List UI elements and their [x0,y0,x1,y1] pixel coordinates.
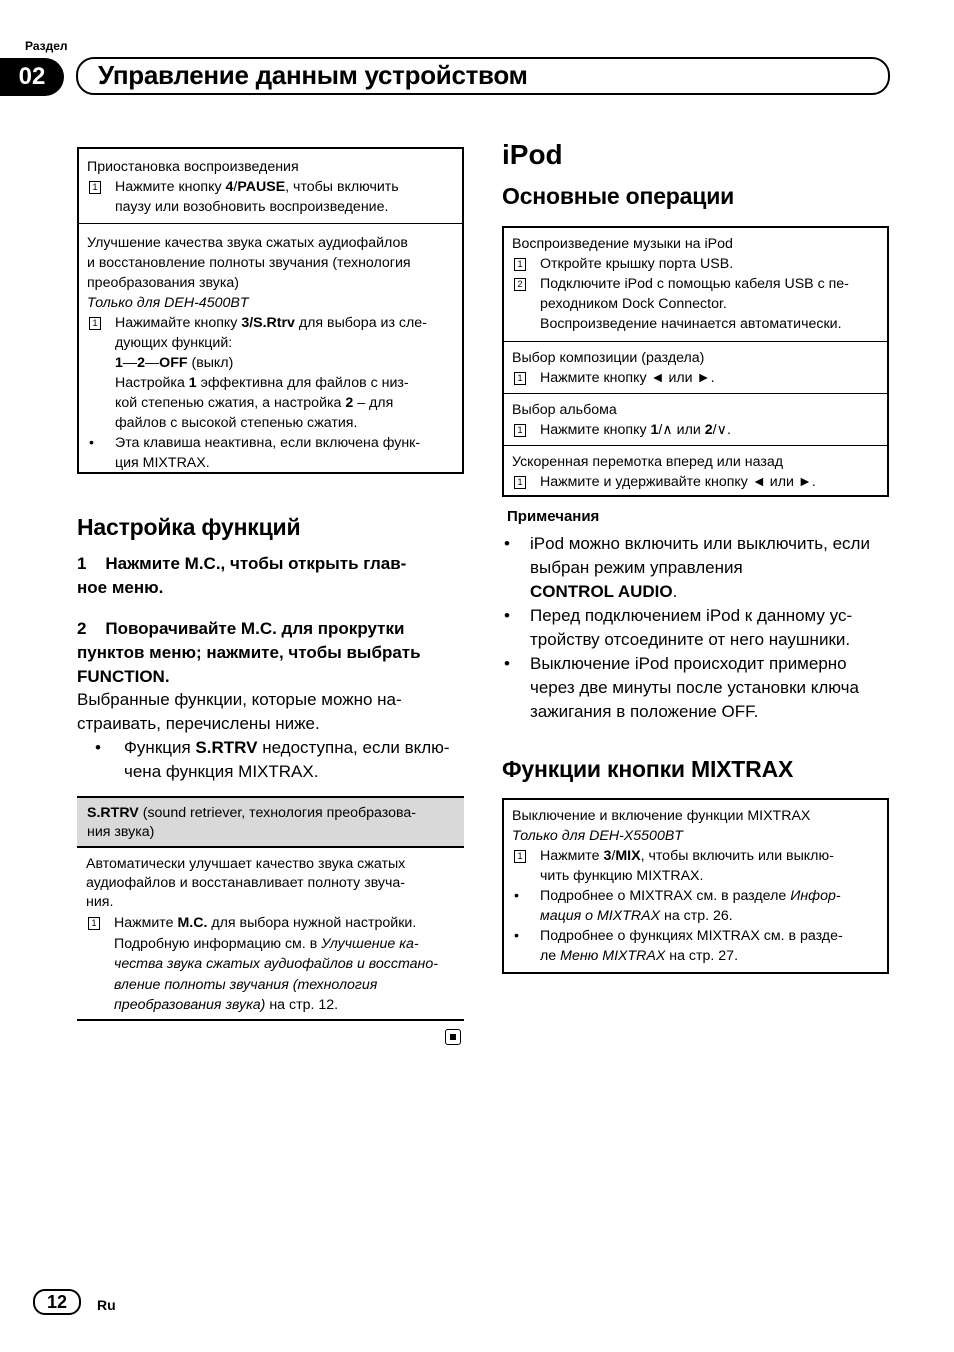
row-title: Ускоренная перемотка вперед или назад [512,454,784,470]
section-label: Раздел [25,39,68,53]
text: файлов с высокой степенью сжатия. [115,415,358,431]
text: или [672,422,705,438]
bullet-dot: • [504,534,510,553]
text: 1 [650,422,659,438]
text: Откройте крышку порта USB. [540,256,734,272]
ipod-step [512,420,879,440]
text: Воспроизведение начинается автоматически. [540,316,842,332]
bullet-dot: • [95,738,101,757]
note-item [502,652,902,724]
text: Нажимайте кнопку [115,315,242,331]
text: ция MIXTRAX. [115,455,210,471]
step-number: 1 [88,917,100,930]
text: Инфор- [790,888,841,904]
pause-title: Приостановка воспроизведения [87,159,299,175]
functions-bullet [93,736,468,784]
text: Подробнее о MIXTRAX см. в разделе [540,888,791,904]
text: на стр. 27. [665,948,739,964]
text: CONTROL AUDIO [530,582,673,601]
text: Меню MIXTRAX [560,948,666,964]
text: чества звука сжатых аудиофайлов и восстано- [114,956,438,972]
pause-sound-table [77,147,464,474]
text: (выкл) [187,355,234,371]
text: кой степенью сжатия, а настройка [115,395,346,411]
text: паузу или возобновить воспроизведение. [115,199,389,215]
text: / [712,422,717,438]
text: . [726,422,731,438]
note-item [502,532,902,604]
text: для выбора из сле- [294,315,427,331]
ipod-row-seek [504,445,887,498]
chevron-down-icon: ∨ [716,422,727,438]
text: недоступна, если вклю- [257,738,450,757]
text: Эта клавиша неактивна, если включена функ- [115,435,421,451]
text: Выбранные функции, которые можно на- [77,690,402,709]
sound-step [87,313,454,433]
srtrv-header [77,798,464,846]
text: / [233,179,238,195]
step-number: 1 [89,317,101,330]
sound-title: Улучшение качества звука сжатых аудиофайлов [87,235,408,251]
mixtrax-cell [504,800,887,972]
text: на стр. 12. [265,997,339,1013]
row-title: Выключение и включение функции MIXTRAX [512,808,811,824]
text: , чтобы включить [285,179,399,195]
page-number: 12 [33,1289,81,1315]
text: . [672,582,678,601]
text: – для [353,395,394,411]
text: S.RTRV [87,805,139,821]
notes-list [502,532,902,724]
text: / [611,848,616,864]
row-title: Выбор композиции (раздела) [512,350,705,366]
text: 1 [115,355,123,371]
text: Выключение iPod происходит примерно [530,654,847,673]
ipod-row-track [504,341,887,393]
page-title: Управление данным устройством [98,60,528,90]
note-item [502,604,902,652]
ipod-step [512,368,879,388]
srtrv-bottom-rule [77,1019,464,1021]
sound-title: преобразования звука) [87,275,239,291]
functions-step1 [77,552,467,600]
notes-heading: Примечания [507,508,600,525]
text: , чтобы включить или выклю- [640,848,834,864]
text: эффективна для файлов с низ- [196,375,409,391]
ipod-step [512,274,879,334]
text: 2 [137,355,145,371]
step-number: 1 [514,424,526,437]
ipod-operations-table [502,226,889,497]
text: аудиофайлов и восстанавливает полноту звуча- [86,875,406,891]
mixtrax-heading: Функции кнопки MIXTRAX [502,756,794,782]
bullet-dot: • [504,606,510,625]
bullet-dot: • [89,435,94,451]
chevron-up-icon: ∧ [662,422,673,438]
srtrv-mid-rule [77,846,464,848]
end-of-section-icon [445,1029,461,1045]
text: 1 [188,375,197,391]
text: iPod можно включить или выключить, если [530,534,870,553]
bullet-dot: • [514,888,519,904]
text: мация о MIXTRAX [540,908,661,924]
ipod-subheading: Основные операции [502,183,735,209]
text: Улучшение ка- [321,935,419,952]
step-number: 1 [89,181,101,194]
text: тройству отсоедините от него наушники. [530,630,851,649]
text: на стр. 26. [660,908,733,924]
text: Нажмите [114,915,178,931]
pause-cell [79,149,462,223]
text: ния. [86,894,114,910]
step-number: 2 [514,278,526,291]
text: — [122,355,138,371]
row-title: Выбор альбома [512,402,617,418]
srtrv-step [86,913,455,1016]
text: дующих функций: [115,335,233,351]
text: для выбора нужной настройки. [207,915,417,931]
text: Подробнее о функциях MIXTRAX см. в разде- [540,928,843,944]
functions-heading: Настройка функций [77,514,301,540]
sound-cell [79,223,462,479]
ipod-row-play [504,228,887,341]
text: Подробную информацию см. в [114,935,322,952]
text: 1 Нажмите M.C., чтобы открыть глав- [77,554,407,573]
text: (sound retriever, технология преобразова- [138,805,416,821]
text: чить функцию MIXTRAX. [540,868,704,884]
text: Нажмите кнопку [540,422,651,438]
text: 4 [225,179,234,195]
text: зажигания в положение OFF. [530,702,759,721]
step-number: 1 [514,476,526,489]
text: вление полноты звучания (технология [114,976,378,993]
text: MIX [615,848,641,864]
text: чена функция MIXTRAX. [124,762,319,781]
section-number: 02 [0,58,64,96]
text: ния звука) [87,824,155,840]
row-title: Воспроизведение музыки на iPod [512,236,733,252]
text: преобразования звука) [114,997,266,1013]
step-number: 1 [514,850,526,863]
ipod-heading: iPod [502,139,563,170]
text: выбран режим управления [530,558,743,577]
text: Настройка [115,375,189,391]
text: 3 [603,848,612,864]
text: 2 Поворачивайте M.C. для прокрутки [77,619,405,638]
text: Перед подключением iPod к данному ус- [530,606,853,625]
step-number: 1 [514,258,526,271]
text: — [144,355,160,371]
ipod-step [512,472,879,492]
text: реходником Dock Connector. [540,296,727,312]
text: Нажмите и удерживайте кнопку ◄ или ►. [540,474,816,490]
text: ле [540,948,561,964]
sound-bullet [87,433,454,473]
text: Нажмите [540,848,604,864]
language-code: Ru [97,1297,116,1313]
text: 2 [345,395,354,411]
model-note: Только для DEH-X5500BT [512,828,683,844]
text: ное меню. [77,578,164,597]
text: страивать, перечислены ниже. [77,714,320,733]
mixtrax-table [502,798,889,974]
text: FUNCTION. [77,667,170,686]
sound-title: и восстановление полноты звучания (технология [87,255,411,271]
text: PAUSE [237,179,286,195]
ipod-row-album [504,393,887,445]
mixtrax-step [512,846,879,886]
text: Нажмите кнопку [115,179,226,195]
text: Подключите iPod с помощью кабеля USB с пе- [540,276,849,292]
text: M.C. [177,915,208,931]
ipod-step [512,254,879,274]
mixtrax-bullet [512,886,879,926]
text: / [658,422,663,438]
pause-step [87,177,454,217]
text: OFF [159,355,188,371]
functions-body [77,688,467,736]
srtrv-body [77,855,464,1016]
text: Автоматически улучшает качество звука сжатых [86,856,406,872]
model-note: Только для DEH-4500BT [87,295,249,311]
text: Функция [124,738,196,757]
text: 3/S.Rtrv [241,315,295,331]
text: Нажмите кнопку ◄ или ►. [540,370,715,386]
mixtrax-bullet [512,926,879,966]
text: пунктов меню; нажмите, чтобы выбрать [77,643,421,662]
functions-step2 [77,617,467,689]
text: через две минуты после установки ключа [530,678,859,697]
step-number: 1 [514,372,526,385]
text: 2 [704,422,713,438]
bullet-dot: • [504,654,510,673]
bullet-dot: • [514,928,519,944]
text: S.RTRV [195,738,258,757]
